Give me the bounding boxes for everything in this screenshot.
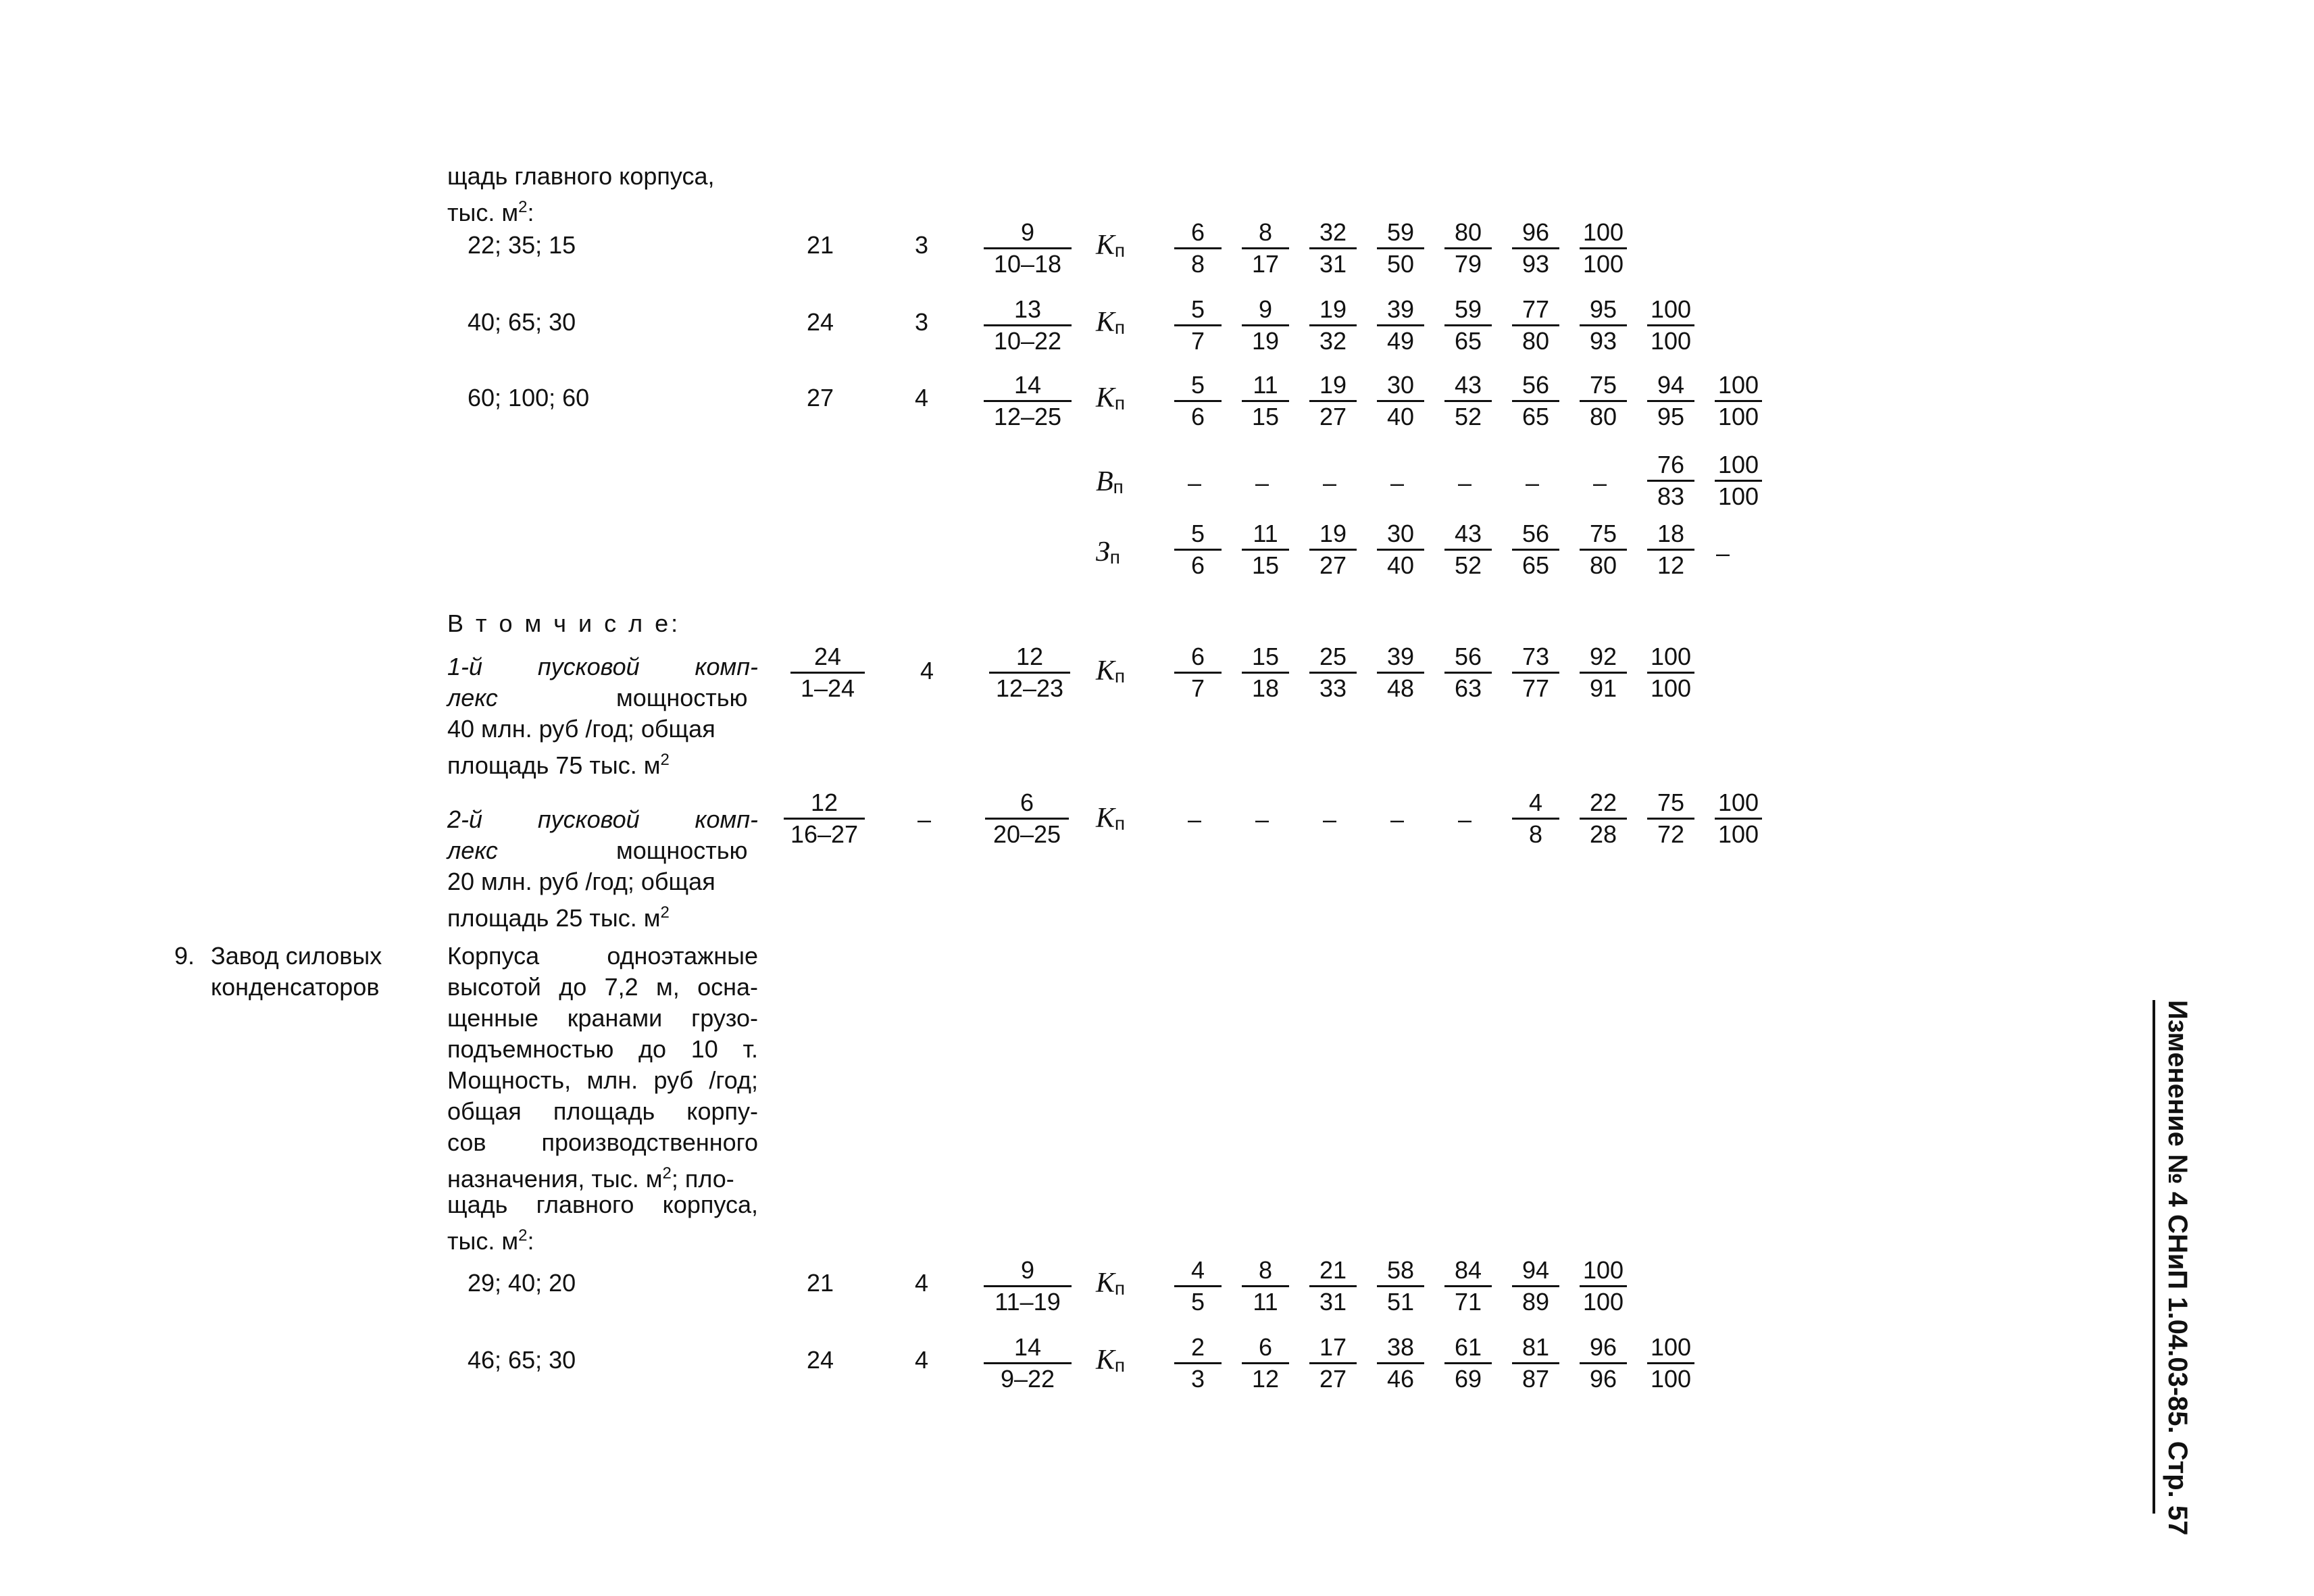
item9-desc-line3: щенные кранами грузо- <box>447 1004 758 1032</box>
value-cell-numerator: 43 <box>1444 370 1492 402</box>
value-cell-denominator: 93 <box>1521 250 1550 278</box>
complex2-value-cell <box>1580 788 1627 849</box>
vp-dash: – <box>1323 469 1337 497</box>
complex2-line2a: лекс <box>447 837 498 864</box>
zp-value-cell <box>1647 519 1694 580</box>
complex2-c2: – <box>917 805 932 833</box>
zp-value-cell <box>1444 519 1492 580</box>
value-cell-denominator: 100 <box>1582 250 1624 278</box>
item9-desc-line4: подъемностью до 10 т. <box>447 1035 758 1063</box>
value-cell-numerator: 59 <box>1377 218 1424 249</box>
vp-value-cell-denominator: 100 <box>1717 482 1759 510</box>
value-cell-numerator: 75 <box>1580 370 1627 402</box>
zp-value-cell <box>1512 519 1559 580</box>
value-cell-denominator: 17 <box>1251 250 1280 278</box>
value-cell-denominator: 3 <box>1190 1365 1205 1393</box>
zp-value-cell-denominator: 6 <box>1190 551 1205 579</box>
row-fraction-denominator: 11–19 <box>995 1288 1061 1316</box>
complex2-line4: площадь 25 тыс. $м^2$ <box>447 903 670 932</box>
value-cell <box>1242 370 1289 432</box>
value-cell-numerator: 100 <box>1647 295 1694 326</box>
row-fraction-denominator: 9–22 <box>1000 1365 1055 1393</box>
value-cell <box>1242 1255 1289 1317</box>
value-cell-denominator: 87 <box>1521 1365 1550 1393</box>
value-cell-denominator: 96 <box>1589 1365 1617 1393</box>
value-cell-denominator: 40 <box>1386 403 1415 430</box>
top-desc-line2: тыс. $м^2$: <box>447 198 534 226</box>
value-cell <box>1647 1332 1694 1394</box>
value-cell-denominator: 100 <box>1650 327 1692 355</box>
value-cell <box>1580 1332 1627 1394</box>
complex1-value-cell-numerator: 15 <box>1242 642 1289 674</box>
zp-value-cell-denominator: 15 <box>1251 551 1280 579</box>
vp-dash: – <box>1255 469 1269 497</box>
value-cell-numerator: 77 <box>1512 295 1559 326</box>
value-cell <box>1444 1332 1492 1394</box>
value-cell <box>1580 370 1627 432</box>
complex2-value-cell-denominator: 100 <box>1717 820 1759 848</box>
value-cell <box>1309 218 1357 279</box>
value-cell <box>1377 295 1424 356</box>
value-cell-denominator: 49 <box>1386 327 1415 355</box>
value-cell-numerator: 30 <box>1377 370 1424 402</box>
vp-value-cell <box>1647 450 1694 512</box>
value-cell-numerator: 94 <box>1512 1255 1559 1287</box>
complex1-c2: 4 <box>920 657 934 684</box>
item9-desc-line6: общая площадь корпу- <box>447 1097 758 1125</box>
row-label: 29; 40; 20 <box>468 1269 576 1297</box>
complex1-value-cell-denominator: 63 <box>1454 674 1482 702</box>
vp-dash: – <box>1188 469 1202 497</box>
row-col-1: 24 <box>807 1346 834 1374</box>
row-fraction <box>984 218 1072 279</box>
item9-desc-line2: высотой до 7,2 м, осна- <box>447 973 758 1001</box>
complex1-frac: 12 12–23 <box>989 642 1070 703</box>
value-cell-denominator: 8 <box>1190 250 1205 278</box>
value-cell-numerator: 21 <box>1309 1255 1357 1287</box>
complex1-value-cell <box>1512 642 1559 703</box>
zp-value-cell <box>1580 519 1627 580</box>
zp-value-cell-numerator: 75 <box>1580 519 1627 551</box>
row-col-2: 3 <box>915 231 929 259</box>
zp-value-cell-numerator: 43 <box>1444 519 1492 551</box>
value-cell-denominator: 80 <box>1521 327 1550 355</box>
zp-value-cell <box>1174 519 1222 580</box>
row-col-2: 4 <box>915 1346 929 1374</box>
complex1-value-cell-denominator: 18 <box>1251 674 1280 702</box>
kp-symbol: $К_п$ <box>1096 1268 1126 1299</box>
value-cell-denominator: 32 <box>1319 327 1347 355</box>
value-cell <box>1580 295 1627 356</box>
item9-desc-line5: Мощность, млн. руб /год; <box>447 1066 758 1094</box>
top-desc-line1: щадь главного корпуса, <box>447 162 715 190</box>
zp-value-cell-denominator: 52 <box>1454 551 1482 579</box>
complex1-line2a: лекс <box>447 684 498 712</box>
complex1-value-cell <box>1174 642 1222 703</box>
value-cell-numerator: 32 <box>1309 218 1357 249</box>
kp-symbol: $К_п$ <box>1096 307 1126 338</box>
complex1-value-cell <box>1444 642 1492 703</box>
value-cell <box>1242 1332 1289 1394</box>
complex2-dash: – <box>1188 805 1202 833</box>
value-cell-denominator: 12 <box>1251 1365 1280 1393</box>
row-label: 22; 35; 15 <box>468 231 576 259</box>
value-cell <box>1444 295 1492 356</box>
value-cell <box>1309 1332 1357 1394</box>
row-label: 46; 65; 30 <box>468 1346 576 1374</box>
value-cell-denominator: 46 <box>1386 1365 1415 1393</box>
value-cell-numerator: 39 <box>1377 295 1424 326</box>
value-cell-numerator: 95 <box>1580 295 1627 326</box>
complex1-c1-fraction: 24 1–24 <box>790 642 865 703</box>
zp-value-cell-numerator: 11 <box>1242 519 1289 551</box>
complex1-value-cell-numerator: 6 <box>1174 642 1222 674</box>
row-fraction-denominator: 12–25 <box>993 403 1062 430</box>
value-cell-numerator: 81 <box>1512 1332 1559 1364</box>
value-cell <box>1512 1255 1559 1317</box>
value-cell-numerator: 8 <box>1242 1255 1289 1287</box>
value-cell <box>1377 218 1424 279</box>
zp-value-cell-numerator: 56 <box>1512 519 1559 551</box>
vp-value-cell-numerator: 100 <box>1715 450 1762 482</box>
value-cell-denominator: 100 <box>1717 403 1759 430</box>
complex2-value-cell-numerator: 22 <box>1580 788 1627 820</box>
zp-value-cell-denominator: 40 <box>1386 551 1415 579</box>
complex2-dash: – <box>1458 805 1472 833</box>
value-cell-denominator: 80 <box>1589 403 1617 430</box>
zp-value-cell-numerator: 18 <box>1647 519 1694 551</box>
value-cell <box>1309 370 1357 432</box>
value-cell <box>1174 1332 1222 1394</box>
vp-value-cell-denominator: 83 <box>1657 482 1685 510</box>
value-cell <box>1309 1255 1357 1317</box>
row-col-1: 21 <box>807 231 834 259</box>
complex2-value-cell-denominator: 8 <box>1528 820 1543 848</box>
value-cell-denominator: 52 <box>1454 403 1482 430</box>
value-cell-denominator: 51 <box>1386 1288 1415 1316</box>
value-cell-denominator: 6 <box>1190 403 1205 430</box>
complex2-line1: 2-й пусковой комп- <box>447 805 758 833</box>
row-fraction-denominator: 10–22 <box>993 327 1062 355</box>
complex2-value-cell <box>1647 788 1694 849</box>
value-cell-numerator: 100 <box>1580 218 1627 249</box>
value-cell <box>1174 218 1222 279</box>
row-fraction-numerator: 14 <box>984 1332 1072 1364</box>
value-cell-numerator: 19 <box>1309 295 1357 326</box>
complex2-value-cell-numerator: 4 <box>1512 788 1559 820</box>
value-cell-numerator: 94 <box>1647 370 1694 402</box>
row-label: 40; 65; 30 <box>468 308 576 336</box>
complex2-value-cell-numerator: 100 <box>1715 788 1762 820</box>
complex1-value-cell-denominator: 77 <box>1521 674 1550 702</box>
value-cell <box>1174 370 1222 432</box>
value-cell-numerator: 9 <box>1242 295 1289 326</box>
value-cell-numerator: 56 <box>1512 370 1559 402</box>
zp-dash: – <box>1716 539 1730 567</box>
complex1-value-cell-numerator: 73 <box>1512 642 1559 674</box>
value-cell-numerator: 100 <box>1715 370 1762 402</box>
row-fraction <box>984 1255 1072 1317</box>
complex1-value-cell-denominator: 48 <box>1386 674 1415 702</box>
value-cell-numerator: 38 <box>1377 1332 1424 1364</box>
complex2-dash: – <box>1323 805 1337 833</box>
item9-desc-line8: назначения, тыс. $м^2$; пло- <box>447 1164 734 1193</box>
row-fraction <box>984 1332 1072 1394</box>
value-cell-denominator: 100 <box>1650 1365 1692 1393</box>
value-cell <box>1512 370 1559 432</box>
value-cell-denominator: 79 <box>1454 250 1482 278</box>
complex2-frac: 6 20–25 <box>985 788 1069 849</box>
complex2-value-cell <box>1512 788 1559 849</box>
complex2-value-cell-denominator: 28 <box>1589 820 1617 848</box>
value-cell-numerator: 61 <box>1444 1332 1492 1364</box>
value-cell-denominator: 7 <box>1190 327 1205 355</box>
item9-desc-line10: тыс. $м^2$: <box>447 1226 534 1255</box>
vp-value-cell-numerator: 76 <box>1647 450 1694 482</box>
zp-symbol: $З_п$ <box>1096 537 1120 568</box>
row-col-2: 3 <box>915 308 929 336</box>
value-cell-denominator: 100 <box>1582 1288 1624 1316</box>
value-cell <box>1512 1332 1559 1394</box>
value-cell <box>1377 370 1424 432</box>
value-cell <box>1580 1255 1627 1317</box>
value-cell-denominator: 5 <box>1190 1288 1205 1316</box>
complex2-dash: – <box>1255 805 1269 833</box>
zp-value-cell-denominator: 27 <box>1319 551 1347 579</box>
kp-symbol: $К_п$ <box>1096 230 1126 261</box>
value-cell-denominator: 71 <box>1454 1288 1482 1316</box>
item9-desc-line1: Корпуса одноэтажные <box>447 942 758 970</box>
complex1-line3: 40 млн. руб /год; общая <box>447 715 715 743</box>
complex2-value-cell-denominator: 72 <box>1657 820 1685 848</box>
vp-dash: – <box>1593 469 1607 497</box>
value-cell <box>1309 295 1357 356</box>
value-cell <box>1715 370 1762 432</box>
row-fraction-denominator: 10–18 <box>993 250 1062 278</box>
kp-symbol: $К_п$ <box>1096 382 1126 414</box>
value-cell-denominator: 31 <box>1319 250 1347 278</box>
value-cell <box>1512 218 1559 279</box>
row-col-1: 27 <box>807 384 834 412</box>
zp-value-cell-denominator: 80 <box>1589 551 1617 579</box>
value-cell-numerator: 84 <box>1444 1255 1492 1287</box>
value-cell <box>1444 370 1492 432</box>
value-cell <box>1377 1332 1424 1394</box>
vp-dash: – <box>1390 469 1405 497</box>
zp-value-cell-numerator: 5 <box>1174 519 1222 551</box>
value-cell-numerator: 2 <box>1174 1332 1222 1364</box>
vp-value-cell <box>1715 450 1762 512</box>
value-cell <box>1174 295 1222 356</box>
row-fraction-numerator: 9 <box>984 1255 1072 1287</box>
value-cell-denominator: 31 <box>1319 1288 1347 1316</box>
side-header-text: Изменение № 4 СНиП 1.04.03-85. Стр. 57 <box>2153 1000 2194 1514</box>
complex2-dash: – <box>1390 805 1405 833</box>
complex1-line1: 1-й пусковой комп- <box>447 653 758 680</box>
value-cell-numerator: 11 <box>1242 370 1289 402</box>
value-cell <box>1647 295 1694 356</box>
complex1-kp-symbol: $К_п$ <box>1096 655 1126 687</box>
row-col-2: 4 <box>915 384 929 412</box>
row-label: 60; 100; 60 <box>468 384 590 412</box>
item9-name-line1: Завод силовых <box>211 942 382 970</box>
value-cell <box>1647 370 1694 432</box>
value-cell-numerator: 96 <box>1580 1332 1627 1364</box>
value-cell-denominator: 65 <box>1454 327 1482 355</box>
complex1-value-cell-denominator: 100 <box>1650 674 1692 702</box>
row-fraction <box>984 295 1072 356</box>
value-cell-numerator: 100 <box>1580 1255 1627 1287</box>
value-cell-numerator: 100 <box>1647 1332 1694 1364</box>
value-cell-denominator: 95 <box>1657 403 1685 430</box>
value-cell <box>1174 1255 1222 1317</box>
row-fraction-numerator: 9 <box>984 218 1072 249</box>
value-cell-numerator: 6 <box>1174 218 1222 249</box>
value-cell-denominator: 27 <box>1319 1365 1347 1393</box>
vp-dash: – <box>1458 469 1472 497</box>
complex1-value-cell-denominator: 7 <box>1190 674 1205 702</box>
row-fraction <box>984 370 1072 432</box>
value-cell <box>1512 295 1559 356</box>
value-cell-numerator: 8 <box>1242 218 1289 249</box>
complex2-line2b: мощностью <box>616 837 748 864</box>
complex1-value-cell-numerator: 39 <box>1377 642 1424 674</box>
row-fraction-numerator: 14 <box>984 370 1072 402</box>
complex1-value-cell <box>1309 642 1357 703</box>
complex1-line4: площадь 75 тыс. $м^2$ <box>447 751 670 779</box>
value-cell-numerator: 80 <box>1444 218 1492 249</box>
value-cell <box>1444 218 1492 279</box>
row-col-2: 4 <box>915 1269 929 1297</box>
complex1-value-cell-numerator: 100 <box>1647 642 1694 674</box>
zp-value-cell-numerator: 30 <box>1377 519 1424 551</box>
value-cell-denominator: 15 <box>1251 403 1280 430</box>
value-cell-denominator: 65 <box>1521 403 1550 430</box>
complex1-value-cell-numerator: 25 <box>1309 642 1357 674</box>
complex2-line3: 20 млн. руб /год; общая <box>447 868 715 895</box>
complex2-value-cell-numerator: 75 <box>1647 788 1694 820</box>
value-cell-numerator: 17 <box>1309 1332 1357 1364</box>
complex1-value-cell-denominator: 91 <box>1589 674 1617 702</box>
zp-value-cell-numerator: 19 <box>1309 519 1357 551</box>
item9-name-line2: конденсаторов <box>211 973 380 1001</box>
zp-value-cell <box>1377 519 1424 580</box>
complex1-value-cell <box>1242 642 1289 703</box>
value-cell-numerator: 96 <box>1512 218 1559 249</box>
complex1-value-cell-numerator: 92 <box>1580 642 1627 674</box>
item9-number: 9. <box>174 942 195 970</box>
value-cell-numerator: 5 <box>1174 295 1222 326</box>
value-cell-denominator: 93 <box>1589 327 1617 355</box>
complex2-kp-symbol: $К_п$ <box>1096 803 1126 834</box>
value-cell <box>1377 1255 1424 1317</box>
vp-dash: – <box>1526 469 1540 497</box>
item9-desc-line9: щадь главного корпуса, <box>447 1191 758 1218</box>
value-cell <box>1580 218 1627 279</box>
complex2-c1-fraction: 12 16–27 <box>784 788 865 849</box>
row-col-1: 21 <box>807 1269 834 1297</box>
complex1-value-cell <box>1580 642 1627 703</box>
item9-desc-line7: сов производственного <box>447 1128 758 1156</box>
vp-symbol: $В_п$ <box>1096 466 1124 497</box>
complex1-value-cell <box>1647 642 1694 703</box>
value-cell <box>1242 295 1289 356</box>
value-cell-denominator: 69 <box>1454 1365 1482 1393</box>
complex1-line2b: мощностью <box>616 684 748 712</box>
value-cell-denominator: 89 <box>1521 1288 1550 1316</box>
value-cell <box>1242 218 1289 279</box>
row-fraction-numerator: 13 <box>984 295 1072 326</box>
complex1-value-cell-numerator: 56 <box>1444 642 1492 674</box>
value-cell-numerator: 6 <box>1242 1332 1289 1364</box>
value-cell-numerator: 4 <box>1174 1255 1222 1287</box>
complex1-value-cell <box>1377 642 1424 703</box>
value-cell-denominator: 50 <box>1386 250 1415 278</box>
value-cell-denominator: 19 <box>1251 327 1280 355</box>
value-cell-denominator: 27 <box>1319 403 1347 430</box>
complex2-value-cell <box>1715 788 1762 849</box>
row-col-1: 24 <box>807 308 834 336</box>
value-cell-denominator: 11 <box>1253 1288 1278 1316</box>
value-cell-numerator: 58 <box>1377 1255 1424 1287</box>
value-cell-numerator: 5 <box>1174 370 1222 402</box>
zp-value-cell <box>1242 519 1289 580</box>
complex1-value-cell-denominator: 33 <box>1319 674 1347 702</box>
value-cell-numerator: 19 <box>1309 370 1357 402</box>
zp-value-cell <box>1309 519 1357 580</box>
value-cell <box>1444 1255 1492 1317</box>
zp-value-cell-denominator: 65 <box>1521 551 1550 579</box>
v-tom-chisle: В т о м ч и с л е: <box>447 609 681 637</box>
kp-symbol: $К_п$ <box>1096 1345 1126 1376</box>
zp-value-cell-denominator: 12 <box>1657 551 1685 579</box>
value-cell-numerator: 59 <box>1444 295 1492 326</box>
